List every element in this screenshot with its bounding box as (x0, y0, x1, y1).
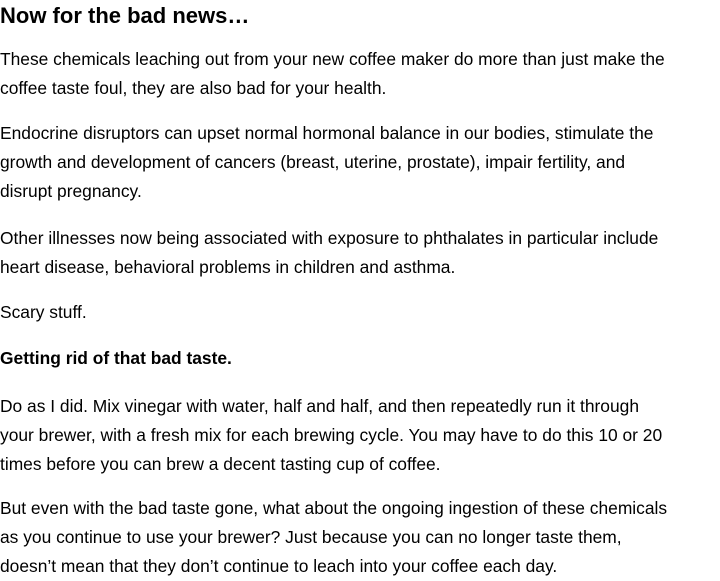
paragraph-other-illnesses (0, 224, 720, 282)
paragraph-endocrine-disruptors (0, 119, 720, 206)
text-line: Endocrine disruptors can upset normal hormonal balance in our bodies, stimulate the (0, 123, 654, 143)
text-line: These chemicals leaching out from your new coffee maker do more than just make the (0, 49, 665, 69)
text-line: as you continue to use your brewer? Just because you can no longer taste them, (0, 527, 622, 547)
subheading-bad-taste (0, 344, 720, 373)
paragraph-scary-stuff (0, 298, 720, 327)
paragraph-ongoing-ingestion (0, 494, 720, 581)
text-line: coffee taste foul, they are also bad for your health. (0, 78, 387, 98)
paragraph-vinegar-method (0, 392, 720, 479)
text-line: disrupt pregnancy. (0, 181, 142, 201)
text-line: your brewer, with a fresh mix for each brewing cycle. You may have to do this 10 or 20 (0, 425, 663, 445)
text-line: Getting rid of that bad taste. (0, 348, 232, 368)
text-line: Other illnesses now being associated with exposure to phthalates in particular include (0, 228, 659, 248)
text-line: growth and development of cancers (breast, uterine, prostate), impair fertility, and (0, 152, 626, 172)
text-line: times before you can brew a decent tasting cup of coffee. (0, 454, 441, 474)
text-line: heart disease, behavioral problems in children and asthma. (0, 257, 456, 277)
text-line: But even with the bad taste gone, what about the ongoing ingestion of these chemicals (0, 498, 668, 518)
section-heading: Now for the bad news… (0, 3, 250, 28)
text-line: Scary stuff. (0, 302, 87, 322)
paragraph-health-effects (0, 45, 720, 103)
text-line: doesn’t mean that they don’t continue to leach into your coffee each day. (0, 556, 558, 576)
text-line: Do as I did. Mix vinegar with water, half and half, and then repeatedly run it through (0, 396, 639, 416)
